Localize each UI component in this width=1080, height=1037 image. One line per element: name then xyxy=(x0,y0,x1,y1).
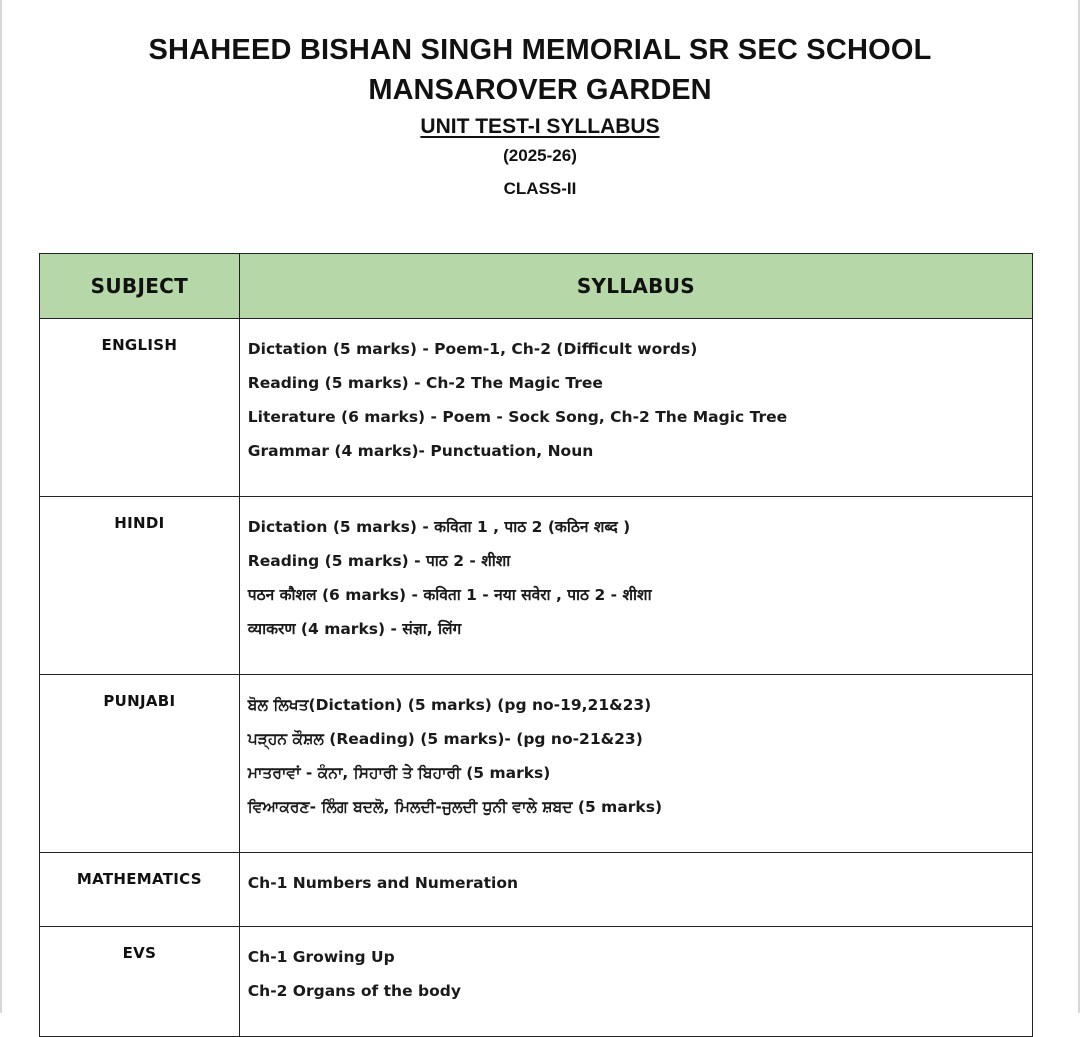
header-syllabus: SYLLABUS xyxy=(239,254,1032,319)
table-row-hindi xyxy=(40,497,1033,675)
syllabus-table xyxy=(39,253,1033,1037)
syllabus-evs xyxy=(239,927,1032,1037)
syllabus-line: Reading (5 marks) - पाठ 2 - शीशा xyxy=(247,552,511,570)
syllabus-line: Dictation (5 marks) - कविता 1 , पाठ 2 (कठिन शब्द ) xyxy=(247,518,631,536)
class-label: CLASS-II xyxy=(503,179,577,198)
syllabus-line: Ch-1 Growing Up xyxy=(247,948,395,966)
syllabus-line: Dictation (5 marks) - Poem-1, Ch-2 (Difficult words) xyxy=(247,340,698,358)
subject-english: ENGLISH xyxy=(40,319,240,497)
syllabus-mathematics xyxy=(239,853,1032,927)
document-header xyxy=(0,30,1080,201)
syllabus-line: व्याकरण (4 marks) - संज्ञा, लिंग xyxy=(247,620,462,638)
syllabus-line: ਪੜ੍ਹਨ ਕੌਸ਼ਲ (Reading) (5 marks)- (pg no-21&23) xyxy=(247,730,643,748)
syllabus-line: Grammar (4 marks)- Punctuation, Noun xyxy=(247,442,594,460)
syllabus-line: Reading (5 marks) - Ch-2 The Magic Tree xyxy=(247,374,603,392)
table-header-row xyxy=(40,254,1033,319)
table-row-evs xyxy=(40,927,1033,1037)
syllabus-line: Ch-1 Numbers and Numeration xyxy=(247,874,519,892)
syllabus-line: पठन कौशल (6 marks) - कविता 1 - नया सवेरा , पाठ 2 - शीशा xyxy=(247,586,652,604)
table-row-punjabi xyxy=(40,675,1033,853)
syllabus-line: Ch-2 Organs of the body xyxy=(247,982,461,1000)
session-year: (2025-26) xyxy=(503,146,577,165)
subject-mathematics: MATHEMATICS xyxy=(40,853,240,927)
subject-evs: EVS xyxy=(40,927,240,1037)
syllabus-line: ਬੋਲ ਲਿਖਤ(Dictation) (5 marks) (pg no-19,21&23) xyxy=(247,696,652,714)
subject-hindi: HINDI xyxy=(40,497,240,675)
header-subject: SUBJECT xyxy=(40,254,240,319)
test-title: UNIT TEST-I SYLLABUS xyxy=(420,115,660,138)
syllabus-line: Literature (6 marks) - Poem - Sock Song, Ch-2 The Magic Tree xyxy=(247,408,788,426)
syllabus-english xyxy=(239,319,1032,497)
table-row-mathematics xyxy=(40,853,1033,927)
syllabus-hindi xyxy=(239,497,1032,675)
school-location: MANSAROVER GARDEN xyxy=(368,74,712,106)
syllabus-line: ਮਾਤਰਾਵਾਂ - ਕੰਨਾ, ਸਿਹਾਰੀ ਤੇ ਬਿਹਾਰੀ (5 marks) xyxy=(247,764,551,782)
school-name: SHAHEED BISHAN SINGH MEMORIAL SR SEC SCHOOL xyxy=(148,34,932,66)
syllabus-line: ਵਿਆਕਰਣ- ਲਿੰਗ ਬਦਲੋ, ਮਿਲਦੀ-ਜੁਲਦੀ ਧੁਨੀ ਵਾਲੇ ਸ਼ਬਦ (5 marks) xyxy=(247,798,663,816)
table-row-english xyxy=(40,319,1033,497)
subject-punjabi: PUNJABI xyxy=(40,675,240,853)
syllabus-punjabi xyxy=(239,675,1032,853)
